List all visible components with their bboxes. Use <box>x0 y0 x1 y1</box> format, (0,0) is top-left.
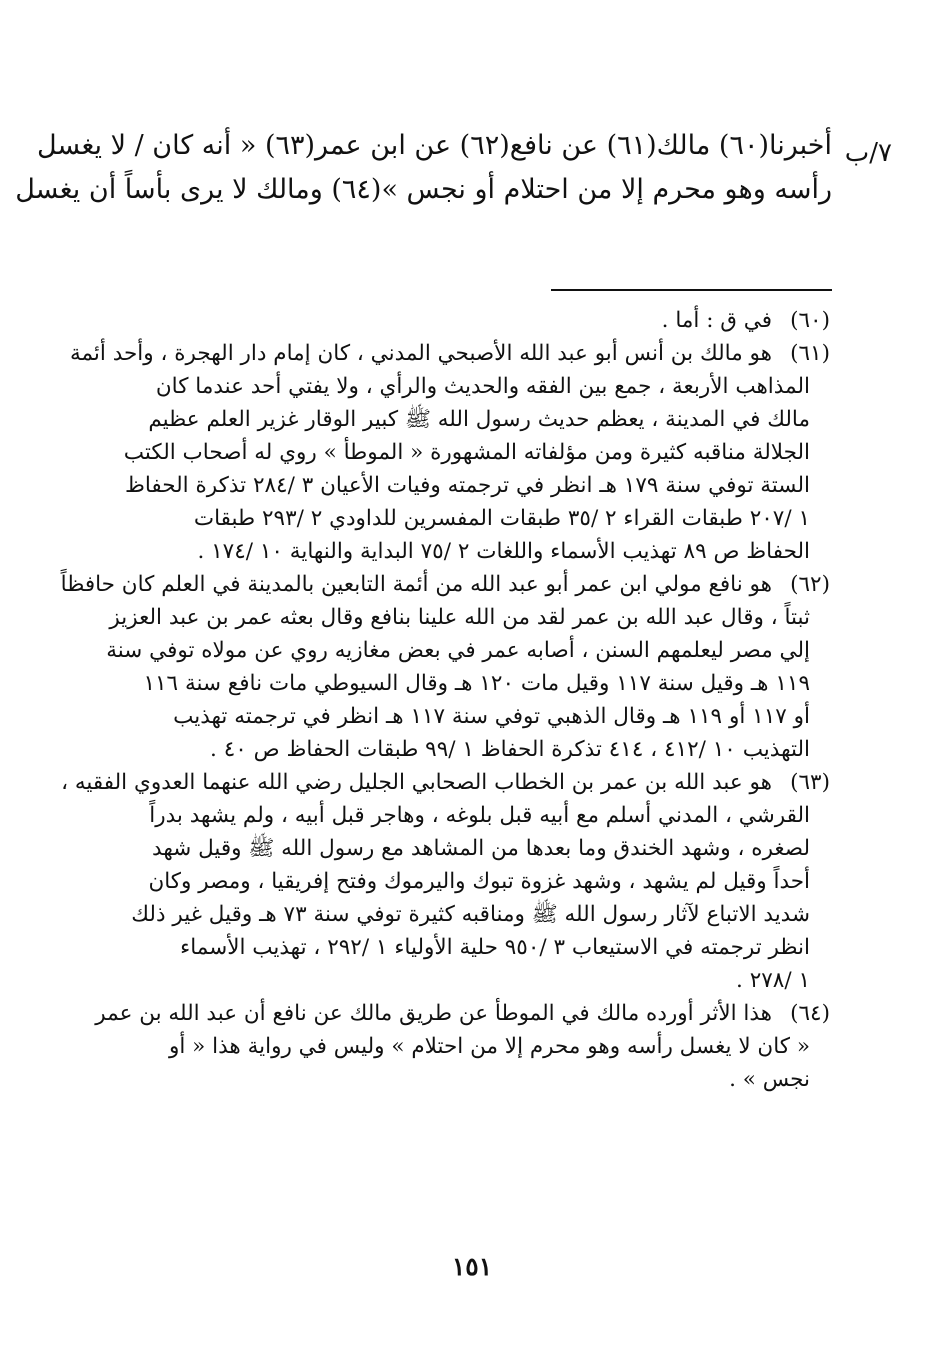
footnote-line: التهذيب ١٠ /٤١٢ ، ٤١٤ تذكرة الحفاظ ١ /٩٩ طبقات الحفاظ ص ٤٠ . <box>210 737 810 762</box>
main-text <box>15 124 832 212</box>
footnote-number: (٦٣) <box>790 770 830 795</box>
footnotes <box>60 304 830 1096</box>
footnote-line: الجلالة مناقبه كثيرة ومن مؤلفاته المشهورة « الموطأ » روي له أصحاب الكتب <box>123 440 810 465</box>
footnote-line: ١ /٢٧٨ . <box>736 968 810 993</box>
margin-folio-reference: ٧/ب <box>844 138 892 168</box>
footnote-line: هو مالك بن أنس أبو عبد الله الأصبحي المدني ، كان إمام دار الهجرة ، وأحد أئمة <box>69 341 772 366</box>
footnote-line: لصغره ، وشهد الخندق وما بعدها من المشاهد مع رسول الله ﷺ وقيل شهد <box>152 836 810 861</box>
footnote-line: المذاهب الأربعة ، جمع بين الفقه والحديث والرأي ، ولا يفتي أحد عندما كان <box>155 374 810 399</box>
footnote <box>60 568 830 766</box>
footnote-line: في ق : أما . <box>661 308 772 333</box>
page-number: ١٥١ <box>451 1252 493 1281</box>
footnote-line: انظر ترجمته في الاستيعاب ٣ /٩٥٠ حلية الأولياء ١ /٢٩٢ ، تهذيب الأسماء <box>180 935 810 960</box>
footnote-separator <box>551 289 832 291</box>
footnote <box>95 997 830 1096</box>
footnote-line: ١١٩ هـ وقيل سنة ١١٧ وقيل مات ١٢٠ هـ وقال السيوطي مات نافع سنة ١١٦ <box>143 671 810 696</box>
footnote-number: (٦٢) <box>790 572 830 597</box>
footnote-number: (٦١) <box>790 341 830 366</box>
footnote-line: نجس » . <box>729 1067 810 1092</box>
footnote-line: الستة توفي سنة ١٧٩ هـ انظر في ترجمته وفيات الأعيان ٣ /٢٨٤ تذكرة الحفاظ <box>124 473 810 498</box>
footnote-line: ١ /٢٠٧ طبقات القراء ٢ /٣٥ طبقات المفسرين للداودي ٢ /٢٩٣ طبقات <box>193 506 810 531</box>
footnote-line: « كان لا يغسل رأسه وهو محرم إلا من احتلام » وليس في رواية هذا « أو <box>168 1034 810 1059</box>
footnote-line: شديد الاتباع لآثار رسول الله ﷺ ومناقبه كثيرة توفي سنة ٧٣ هـ وقيل غير ذلك <box>131 902 810 927</box>
footnote-line: هو نافع مولي ابن عمر أبو عبد الله من أئمة التابعين بالمدينة في العلم كان حافظاً <box>60 572 772 597</box>
footnote-line: أو ١١٧ أو ١١٩ هـ وقال الذهبي توفي سنة ١١٧ هـ انظر في ترجمته تهذيب <box>173 704 810 729</box>
footnote-line: إلي مصر ليعلمهم السنن ، أصابه عمر في بعض مغازيه روي عن مولاه توفي سنة <box>106 638 810 663</box>
footnote <box>154 304 830 337</box>
footnote-line: أحداً وقيل لم يشهد ، وشهد غزوة تبوك واليرموك وفتح إفريقيا ، ومصر وكان <box>148 869 810 894</box>
footnote-line: ثبتاً ، وقال عبد الله بن عمر لقد من الله علينا بنافع وقال بعثه عمر بن عبد العزيز <box>109 605 810 630</box>
footnote-line: القرشي ، المدني أسلم مع أبيه قبل بلوغه ، وهاجر قبل أبيه ، ولم يشهد بدراً <box>149 803 810 828</box>
footnote <box>69 337 830 568</box>
footnote <box>61 766 830 997</box>
main-text-line: أخبرنا(٦٠) مالك(٦١) عن نافع(٦٢) عن ابن عمر(٦٣) « أنه كان / لا يغسل <box>36 130 832 161</box>
footnote-number: (٦٠) <box>790 308 830 333</box>
footnote-line: هذا الأثر أورده مالك في الموطأ عن طريق مالك عن نافع أن عبد الله بن عمر <box>95 1001 772 1026</box>
footnote-line: مالك في المدينة ، يعظم حديث رسول الله ﷺ كبير الوقار غزير العلم عظيم <box>148 407 810 432</box>
footnote-number: (٦٤) <box>790 1001 830 1026</box>
footnote-line: الحفاظ ص ٨٩ تهذيب الأسماء واللغات ٢ /٧٥ البداية والنهاية ١٠ /١٧٤ . <box>197 539 810 564</box>
footnote-line: هو عبد الله بن عمر بن الخطاب الصحابي الجليل رضي الله عنهما العدوي الفقيه ، <box>61 770 772 795</box>
main-text-line: رأسه وهو محرم إلا من احتلام أو نجس »(٦٤) ومالك لا يرى بأساً أن يغسل <box>15 174 832 205</box>
